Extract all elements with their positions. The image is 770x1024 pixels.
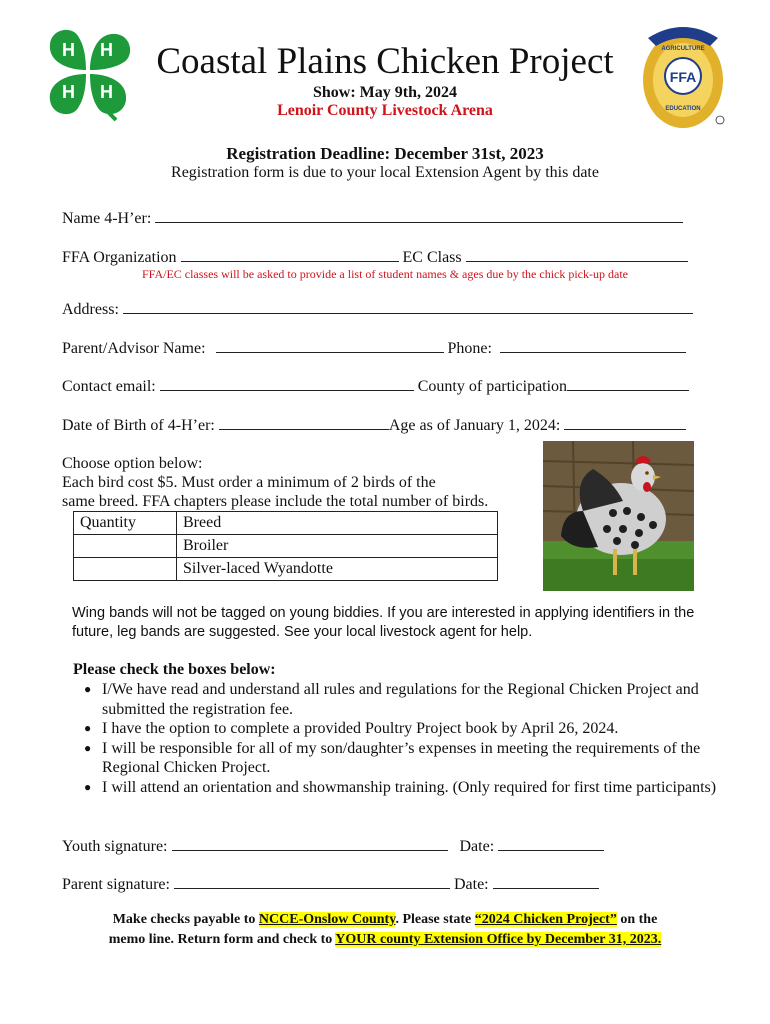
ffa-emblem-center-text: FFA bbox=[669, 69, 697, 85]
youth-signature-label: Youth signature: bbox=[62, 838, 168, 855]
parent-date-label: Date: bbox=[453, 876, 489, 893]
svg-text:H: H bbox=[62, 82, 75, 102]
breed-order-table bbox=[73, 511, 498, 581]
dob-label: Date of Birth of 4-H’er: bbox=[62, 417, 215, 434]
parent-signature-field[interactable] bbox=[174, 874, 450, 889]
table-row bbox=[74, 535, 498, 558]
youth-signature-row bbox=[62, 836, 604, 856]
county-label: County of participation bbox=[417, 378, 568, 395]
dob-field[interactable] bbox=[219, 415, 389, 430]
show-venue: Lenoir County Livestock Arena bbox=[277, 102, 493, 119]
svg-text:H: H bbox=[100, 82, 113, 102]
phone-label: Phone: bbox=[447, 340, 492, 357]
address-field[interactable] bbox=[123, 299, 693, 314]
ffa-ec-note: FFA/EC classes will be asked to provide a list of student names & ages due by the chick pick-up date bbox=[141, 267, 628, 281]
options-line-3: same breed. FFA chapters please include the total number of birds. bbox=[62, 493, 489, 510]
parent-row bbox=[62, 338, 686, 358]
checklist-item-text: I have the option to complete a provided Poultry Project book by April 26, 2024. bbox=[102, 720, 619, 737]
table-row bbox=[74, 558, 498, 581]
checklist bbox=[80, 680, 720, 797]
age-label: Age as of January 1, 2024: bbox=[388, 417, 561, 434]
parent-advisor-label: Parent/Advisor Name: bbox=[62, 340, 206, 357]
ffa-organization-field[interactable] bbox=[181, 247, 399, 262]
page-title: Coastal Plains Chicken Project bbox=[156, 41, 614, 82]
contact-email-field[interactable] bbox=[160, 376, 414, 391]
phone-field[interactable] bbox=[500, 338, 686, 353]
deadline-note: Registration form is due to your local Extension Agent by this date bbox=[171, 164, 599, 181]
address-row bbox=[62, 299, 693, 319]
address-label: Address: bbox=[62, 301, 119, 318]
bullet-icon: ● bbox=[84, 721, 92, 735]
payment-instructions bbox=[0, 910, 770, 950]
bullet-icon: ● bbox=[84, 682, 92, 696]
payment-line-1 bbox=[0, 910, 770, 930]
payment-text: memo line. Return form and check to bbox=[108, 932, 336, 947]
county-field[interactable] bbox=[567, 376, 689, 391]
quantity-cell-wyandotte[interactable] bbox=[74, 558, 177, 581]
list-item[interactable] bbox=[80, 739, 720, 778]
parent-signature-row bbox=[62, 874, 599, 894]
wing-band-note: Wing bands will not be tagged on young biddies. If you are interested in applying identifiers in the future, leg bands are suggested. See your local livestock agent for help. bbox=[72, 605, 695, 640]
payment-text: Make checks payable to bbox=[112, 912, 259, 927]
contact-email-label: Contact email: bbox=[62, 378, 156, 395]
ec-class-label: EC Class bbox=[402, 249, 462, 266]
breed-cell: Broiler bbox=[177, 535, 498, 558]
options-line-1: Choose option below: bbox=[62, 455, 203, 472]
name-row bbox=[62, 208, 683, 228]
payment-text: . Please state bbox=[395, 912, 475, 927]
list-item[interactable] bbox=[80, 680, 720, 719]
bullet-icon: ● bbox=[84, 779, 92, 794]
name-field[interactable] bbox=[155, 208, 683, 223]
quantity-header: Quantity bbox=[74, 512, 177, 535]
breed-header: Breed bbox=[177, 512, 498, 535]
dob-row bbox=[62, 415, 686, 435]
memo-text: “2024 Chicken Project” bbox=[474, 912, 617, 927]
return-destination: YOUR county Extension Office by December 31, 2023. bbox=[335, 932, 662, 947]
svg-text:H: H bbox=[100, 40, 113, 60]
show-date: Show: May 9th, 2024 bbox=[312, 84, 457, 101]
options-text bbox=[62, 454, 522, 511]
svg-text:H: H bbox=[62, 40, 75, 60]
checklist-item-text: I will be responsible for all of my son/daughter’s expenses in meeting the requirements of the Regional Chicken Project. bbox=[102, 739, 701, 776]
list-item[interactable] bbox=[80, 778, 720, 798]
ffa-organization-label: FFA Organization bbox=[62, 249, 177, 266]
options-line-2: Each bird cost $5. Must order a minimum of 2 birds of the bbox=[62, 474, 436, 491]
parent-advisor-field[interactable] bbox=[216, 338, 444, 353]
rooster-photo bbox=[543, 441, 694, 591]
youth-date-label: Date: bbox=[459, 838, 495, 855]
payment-line-2 bbox=[0, 930, 770, 950]
ec-class-field[interactable] bbox=[466, 247, 688, 262]
parent-date-field[interactable] bbox=[493, 874, 599, 889]
bullet-icon: ● bbox=[84, 740, 92, 755]
parent-signature-label: Parent signature: bbox=[62, 876, 170, 893]
quantity-cell-broiler[interactable] bbox=[74, 535, 177, 558]
youth-signature-field[interactable] bbox=[172, 836, 448, 851]
email-row bbox=[62, 376, 689, 396]
youth-date-field[interactable] bbox=[498, 836, 604, 851]
age-field[interactable] bbox=[564, 415, 686, 430]
list-item[interactable] bbox=[80, 719, 720, 739]
ffa-row bbox=[62, 247, 688, 267]
registration-deadline: Registration Deadline: December 31st, 2023 bbox=[226, 144, 544, 163]
payment-text: on the bbox=[616, 912, 658, 927]
name-label: Name 4-H’er: bbox=[62, 210, 152, 227]
ffa-emblem-top-text: AGRICULTURE bbox=[661, 46, 705, 52]
breed-cell: Silver-laced Wyandotte bbox=[177, 558, 498, 581]
table-header-row bbox=[74, 512, 498, 535]
checklist-item-text: I/We have read and understand all rules and regulations for the Regional Chicken Project and submitted the registration fee. bbox=[102, 681, 699, 718]
checklist-item-text: I will attend an orientation and showmanship training. (Only required for first time participants) bbox=[102, 778, 717, 796]
ffa-emblem-bottom-text: EDUCATION bbox=[665, 106, 701, 112]
payee-name: NCCE-Onslow County bbox=[258, 912, 396, 927]
checklist-heading: Please check the boxes below: bbox=[73, 661, 276, 678]
